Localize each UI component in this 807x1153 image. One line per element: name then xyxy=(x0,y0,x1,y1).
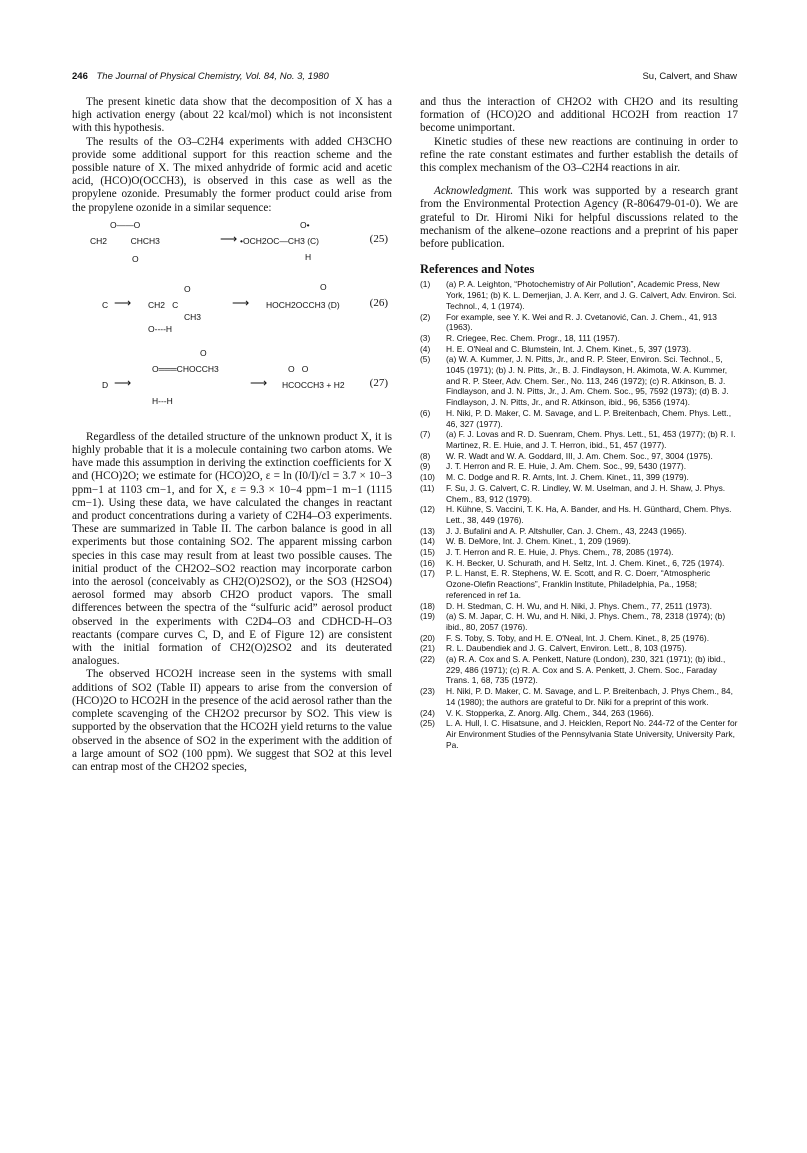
reference-number: (5) xyxy=(420,354,431,365)
journal-citation: The Journal of Physical Chemistry, Vol. 84, No. 3, 1980 xyxy=(96,71,329,82)
page-number: 246 xyxy=(72,71,88,82)
reference-text: H. Niki, P. D. Maker, C. M. Savage, and L. P. Breitenbach, J. Phys Chem., 84, 14 (1980); the authors are grateful to Dr. Niki for a preprint of this work. xyxy=(446,686,733,707)
reference-text: R. L. Daubendiek and J. G. Calvert, Environ. Lett., 8, 103 (1975). xyxy=(446,643,687,654)
reference-item xyxy=(420,408,738,429)
reaction-arrow: ⟶ xyxy=(232,295,250,310)
reference-number: (1) xyxy=(420,279,431,290)
reference-text: F. S. Toby, S. Toby, and H. E. O'Neal, Int. J. Chem. Kinet., 8, 25 (1976). xyxy=(446,632,710,643)
paragraph: Regardless of the detailed structure of the unknown product X, it is highly probable that it is a molecule containing two carbon atoms. We have made this assumption in deriving the extinction coefficients for X and (HCO)2O; we estimate for (HCO)2O, ε = ln (I0/I)/cl = 3.7 × 10−3 ppm−1 at 1103 cm−1, and for X, ε = 9.3 × 10−4 ppm−1 m−1 (1115 cm−1). Using these data, we have calculated the changes in reactant and product concentrations during a variety of C2H4–O3 experiments. These are summarized in Table II. The carbon balance is good in all experiments but those containing SO2. The apparent missing carbon species in this case may result from at least two possible causes. The initial product of the CH2O2–SO2 reaction may incorporate carbon into the aerosol (conceivably as CH2(O)2SO2), or the SO3 (H2SO4) aerosol formed may absorb CH2O product vapors. The small differences between the spectra of the “sulfuric acid” aerosol product observed in the experiments with C2D4–O3 and CDHCD-H–O3 reactants (compare curves C, D, and E of Figure 12) are consistent with the initial formation of CH2(O)2SO2 and its deuterated analogues. xyxy=(72,430,392,668)
reference-item xyxy=(420,344,738,355)
reference-item xyxy=(420,429,738,450)
equation-number: (25) xyxy=(369,232,388,245)
ring-top: O xyxy=(184,283,191,294)
equation-25 xyxy=(72,217,392,279)
reference-number: (10) xyxy=(420,472,435,483)
running-header xyxy=(72,71,737,85)
reference-number: (2) xyxy=(420,311,431,322)
reference-number: (17) xyxy=(420,568,435,579)
reference-text: H. E. O'Neal and C. Blumstein, Int. J. Chem. Kinet., 5, 397 (1973). xyxy=(446,343,692,354)
reference-text: R. Criegee, Rec. Chem. Progr., 18, 111 (1957). xyxy=(446,332,620,343)
reference-number: (15) xyxy=(420,547,435,558)
reference-number: (9) xyxy=(420,461,431,472)
reference-item xyxy=(420,686,738,707)
equation-27 xyxy=(72,345,392,411)
paragraph: The observed HCO2H increase seen in the systems with small additions of SO2 (Table II) appears to arise from the conversion of (HCO)2O to HCO2H in the presence of the acid aerosol rather than the complete scavenging of the CH2O2 precursor by SO2. This view is supported by the observation that the HCO2H yield returns to the value observed in the absence of SO2 in the experiment with the addition of a large amount of SO2 (100 ppm). We suggest that SO2 at this level can entrap most of the CH2O2 species, xyxy=(72,668,392,773)
reference-number: (3) xyxy=(420,332,431,343)
reference-number: (6) xyxy=(420,407,431,418)
reference-number: (7) xyxy=(420,429,431,440)
reference-number: (4) xyxy=(420,343,431,354)
reactant-label: D xyxy=(102,379,109,390)
reference-item xyxy=(420,536,738,547)
acknowledgment-text: This work was supported by a research grant from the Environmental Protection Agency (R-806479-01-0). We are grateful to Dr. Hiromi Niki for helpful discussions related to the mechanism of the alkene–ozone reactions and a preprint of his paper before publication. xyxy=(420,185,738,251)
ozonide-ring-bottom: O xyxy=(132,253,139,264)
reference-number: (16) xyxy=(420,557,435,568)
reference-text: M. C. Dodge and R. R. Arnts, Int. J. Chem. Kinet., 11, 399 (1979). xyxy=(446,472,689,483)
reference-number: (20) xyxy=(420,632,435,643)
ozonide-ring-top: O——O xyxy=(110,219,141,230)
reference-number: (19) xyxy=(420,611,435,622)
reference-item xyxy=(420,654,738,686)
equation-number: (26) xyxy=(369,296,388,309)
acknowledgment-label: Acknowledgment. xyxy=(434,185,514,198)
reference-text: J. J. Bufalini and A. P. Altshuller, Can. J. Chem., 43, 2243 (1965). xyxy=(446,525,687,536)
paragraph: The results of the O3–C2H4 experiments with added CH3CHO provide some additional support for this reaction scheme and the possible nature of X. The mixed anhydride of formic acid and acetic acid, (HCO)O(OCCH3), is observed in this case as well as the propylene ozonide. Presumably the former product could arise from the propylene ozonide in a similar sequence: xyxy=(72,135,392,214)
reference-item xyxy=(420,568,738,600)
reference-number: (8) xyxy=(420,450,431,461)
reference-number: (21) xyxy=(420,643,435,654)
reference-text: (a) S. M. Japar, C. H. Wu, and H. Niki, J. Phys. Chem., 78, 2318 (1974); (b) ibid., 80, 2057 (1976). xyxy=(446,611,726,632)
product-formula: HOCH2OCCH3 (D) xyxy=(266,299,340,310)
reference-text: P. L. Hanst, E. R. Stephens, W. E. Scott, and R. C. Doerr, “Atmospheric Ozone-Olefin Reactions”, Franklin Institute, Philadelphia, Pa., 1958; referenced in ref 1a. xyxy=(446,568,711,600)
product-carbonyl: O xyxy=(320,281,327,292)
reference-text: W. R. Wadt and W. A. Goddard, III, J. Am. Chem. Soc., 97, 3004 (1975). xyxy=(446,450,713,461)
product-formula: HCOCCH3 + H2 xyxy=(282,379,345,390)
reference-number: (13) xyxy=(420,525,435,536)
reference-text: H. Kühne, S. Vaccini, T. K. Ha, A. Bander, and Hs. H. Günthard, Chem. Phys. Lett., 38, 449 (1976). xyxy=(446,504,732,525)
reference-number: (24) xyxy=(420,707,435,718)
left-column xyxy=(72,96,392,774)
reaction-arrow: ⟶ xyxy=(220,231,238,246)
reference-item xyxy=(420,461,738,472)
reference-item xyxy=(420,558,738,569)
reaction-arrow: ⟶ xyxy=(250,375,268,390)
intermediate-formula: O═══CHOCCH3 xyxy=(152,363,219,374)
reference-text: H. Niki, P. D. Maker, C. M. Savage, and L. P. Breitenbach, Chem. Phys. Lett., 46, 327 (1977). xyxy=(446,407,732,429)
right-column xyxy=(420,96,738,750)
paragraph: The present kinetic data show that the decomposition of X has a high activation energy (about 22 kcal/mol) which is not inconsistent with this hypothesis. xyxy=(72,96,392,135)
reference-item xyxy=(420,643,738,654)
reference-item xyxy=(420,633,738,644)
reference-number: (25) xyxy=(420,718,435,729)
reference-number: (23) xyxy=(420,686,435,697)
references-heading: References and Notes xyxy=(420,262,535,277)
product-formula: •OCH2OC—CH3 (C) xyxy=(240,235,320,246)
ozonide-ring-middle: CH2 CHCH3 xyxy=(90,235,160,246)
ring-substituent: CH3 xyxy=(184,311,202,322)
product-bottom: H xyxy=(305,251,312,262)
reference-number: (14) xyxy=(420,536,435,547)
reference-text: J. T. Herron and R. E. Huie, J. Am. Chem. Soc., 99, 5430 (1977). xyxy=(446,461,687,472)
reference-item xyxy=(420,312,738,333)
reaction-arrow: ⟶ xyxy=(114,295,132,310)
reference-item xyxy=(420,451,738,462)
reference-number: (11) xyxy=(420,482,435,493)
intermediate-bottom: H---H xyxy=(152,395,173,406)
reference-item xyxy=(420,526,738,537)
reference-item xyxy=(420,472,738,483)
reference-text: W. B. DeMore, Int. J. Chem. Kinet., 1, 209 (1969). xyxy=(446,536,631,547)
reference-list xyxy=(420,279,738,750)
reference-item xyxy=(420,611,738,632)
reference-text: D. H. Stedman, C. H. Wu, and H. Niki, J. Phys. Chem., 77, 2511 (1973). xyxy=(446,600,712,611)
running-authors: Su, Calvert, and Shaw xyxy=(642,71,737,82)
reference-item xyxy=(420,547,738,558)
reference-text: (a) F. J. Lovas and R. D. Suenram, Chem. Phys. Lett., 51, 453 (1977); (b) R. I. Martinez, R. E. Huie, and J. T. Herron, ibid., 51, 457 (1977). xyxy=(446,429,736,450)
product-carbonyls: O O xyxy=(288,363,309,374)
intermediate-top: O xyxy=(200,347,207,358)
reaction-arrow: ⟶ xyxy=(114,375,132,390)
reference-text: For example, see Y. K. Wei and R. J. Cvetanović, Can. J. Chem., 41, 913 (1963). xyxy=(446,311,717,333)
paragraph: and thus the interaction of CH2O2 with CH2O and its resulting formation of (HCO)2O and additional HCO2H from reaction 17 become unimportant. xyxy=(420,96,738,135)
reference-text: (a) P. A. Leighton, “Photochemistry of Air Pollution”, Academic Press, New York, 1961; (b) K. L. Demerjian, J. A. Kerr, and J. G. Calvert, Adv. Environ. Sci. Technol., 4, 1 (1974). xyxy=(446,279,737,311)
ring-bottom: O----H xyxy=(148,323,173,334)
reference-number: (18) xyxy=(420,600,435,611)
reference-item xyxy=(420,601,738,612)
product-radical-top: O• xyxy=(300,219,310,230)
reference-item xyxy=(420,279,738,311)
reference-text: J. T. Herron and R. E. Huie, J. Phys. Chem., 78, 2085 (1974). xyxy=(446,547,674,558)
reactant-label: C xyxy=(102,299,109,310)
reference-item xyxy=(420,333,738,344)
reference-item xyxy=(420,354,738,408)
reference-text: L. A. Hull, I. C. Hisatsune, and J. Heicklen, Report No. 244-72 of the Center for Air Environment Studies of the Pennsylvania State University, University Park, Pa. xyxy=(446,718,738,750)
reference-item xyxy=(420,708,738,719)
acknowledgment xyxy=(420,185,738,251)
reference-text: (a) R. A. Cox and S. A. Penkett, Nature (London), 230, 321 (1971); (b) ibid., 229, 486 (1971); (c) R. A. Cox and S. A. Penkett, J. Chem. Soc., Faraday Trans. 1, 68, 735 (1972). xyxy=(446,654,726,686)
equation-number: (27) xyxy=(369,376,388,389)
reference-number: (22) xyxy=(420,654,435,665)
reaction-scheme xyxy=(72,217,392,429)
reference-text: V. K. Stopperka, Z. Anorg. Allg. Chem., 344, 263 (1966). xyxy=(446,707,654,718)
reference-item xyxy=(420,718,738,750)
reference-text: K. H. Becker, U. Schurath, and H. Seltz, Int. J. Chem. Kinet., 6, 725 (1974). xyxy=(446,557,725,568)
reference-item xyxy=(420,483,738,504)
reference-number: (12) xyxy=(420,504,435,515)
reference-text: (a) W. A. Kummer, J. N. Pitts, Jr., and R. P. Steer, Environ. Sci. Technol., 5, 1045 (1971); (b) J. N. Pitts, Jr., B. J. Findlayson, H. Akimota, W. A. Kummer, and R. P. Steer, Adv. Chem. Ser., No. 113, 246 (1972); (c) R. Atkinson, B. J. Findlayson, and J. N. Pitts, Jr., J. Am. Chem. Soc., 95, 7592 (1973); (d) B. J. Findlayson, J. N. Pitts, Jr., and R. Atkinson, ibid., 96, 5356 (1974). xyxy=(446,354,729,408)
reference-item xyxy=(420,504,738,525)
reference-text: F. Su, J. G. Calvert, C. R. Lindley, W. M. Uselman, and J. H. Shaw, J. Phys. Chem., 83, 912 (1979). xyxy=(446,482,726,504)
ring-middle: CH2 C xyxy=(148,299,179,310)
equation-26 xyxy=(72,281,392,339)
paragraph: Kinetic studies of these new reactions are continuing in order to refine the rate constant estimates and further establish the details of this complex mechanism of the O3–C2H4 reactions in air. xyxy=(420,135,738,175)
